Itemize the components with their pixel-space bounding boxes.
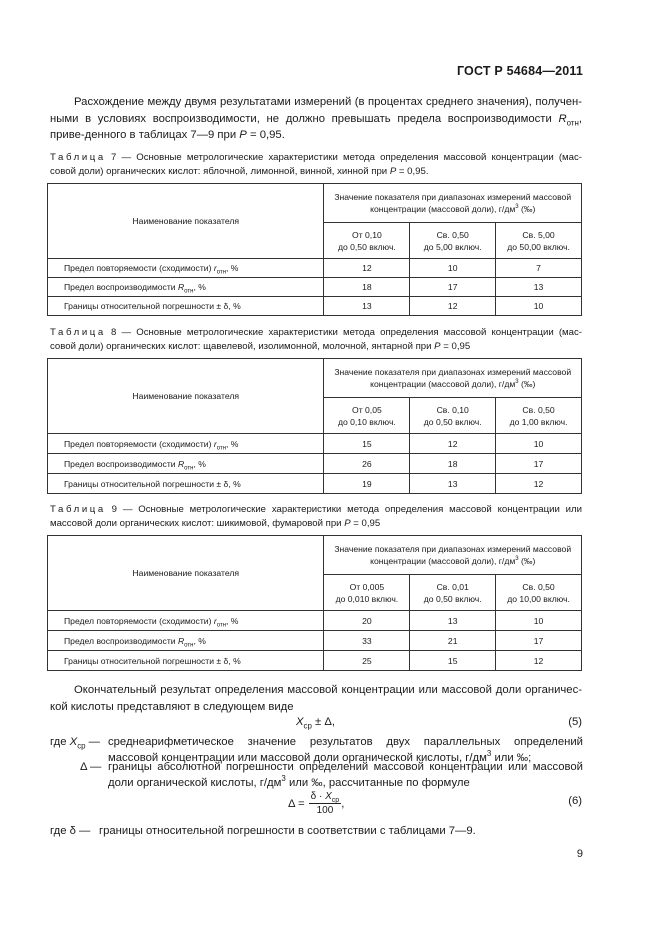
cell-value: 12 [496,651,582,671]
table-row [48,259,582,278]
where-delta-definition: границы абсолютной погрешности определений массовой концентрации или массовой доли органической кислоты, $г/дм^3$ или ‰, рассчитанные по формуле [108,761,583,789]
fraction [309,791,342,816]
cell-value: 18 [324,278,410,297]
table-row [48,651,582,671]
intro-paragraph: Расхождение между двумя результатами измерений (в процентах среднего значения), получен-ными в условиях воспроизводимости, не должно превышать предела воспроизводимости $R_{отн}$, приве-денного в таблицах 7—9 при P = 0,95. [50,96,582,141]
cell-value: 10 [496,434,582,454]
formula-5: $X_{ср} \pm \Delta$, [296,716,336,731]
cell-value: 12 [324,259,410,278]
row-label: Границы относительной погрешности ± δ, % [48,297,324,316]
table-9-caption: Таблица 9 — Основные метрологические характеристики метода определения массовой концентрации или массовой доли органических кислот: шикимовой, фумаровой при P = 0,95 [50,504,583,529]
fraction-numerator: $\delta \cdot X_{ср}$ [310,791,340,804]
cell-value: 19 [324,474,410,494]
cell-value: 12 [496,474,582,494]
cell-value: 15 [410,651,496,671]
cell-value: 13 [410,474,496,494]
formula-5-number: (5) [568,716,582,728]
cell-value: 12 [410,434,496,454]
column-header-name: Наименование показателя [48,536,324,611]
cell-value: 7 [496,259,582,278]
table-8-caption: Таблица 8 — Основные метрологические характеристики метода определения массовой концентрации (мас-совой доли) органических кислот: щавелевой, изолимонной, молочной, янтарной при P = 0,95 [50,327,582,352]
final-paragraph: Окончательный результат определения массовой концентрации или массовой доли органичес-кой кислоты представляют в следующем виде [50,684,582,713]
column-header-name: Наименование показателя [48,359,324,434]
column-header-group: Значение показателя при диапазонах измерений массовой концентрации (массовой доли), $г/дм^3$ (‰) [324,184,582,223]
cell-value: 13 [496,278,582,297]
row-label: Границы относительной погрешности ± δ, % [48,651,324,671]
table-8 [47,358,582,494]
table-row [48,631,582,651]
row-label: Предел воспроизводимости $R_{отн}$, % [48,631,324,651]
cell-value: 17 [410,278,496,297]
table-7-caption: Таблица 7 — Основные метрологические характеристики метода определения массовой концентрации (мас-совой доли) органических кислот: яблочной, лимонной, винной, хинной при P = 0,95. [50,152,582,177]
table-9 [47,535,582,671]
range-header: Св. 0,10 до 0,50 включ. [410,398,496,434]
table-row [48,611,582,631]
table-row [48,454,582,474]
table-row [48,278,582,297]
where-xcp-term: где $X_{ср}$ — [50,736,100,751]
cell-value: 12 [410,297,496,316]
cell-value: 10 [496,297,582,316]
range-header: Св. 0,50 до 10,00 включ. [496,575,582,611]
where-relative-term: где δ — [50,825,91,837]
cell-value: 13 [324,297,410,316]
row-label: Границы относительной погрешности ± δ, % [48,474,324,494]
table-row [48,434,582,454]
formula-6: Δ = $\delta \cdot X_{ср}$ 100 , [288,791,345,816]
table-7 [47,183,582,316]
cell-value: 25 [324,651,410,671]
table-row [48,474,582,494]
range-header: Св. 0,50 до 5,00 включ. [410,223,496,259]
where-delta-term: Δ — [80,761,102,773]
row-label: Предел воспроизводимости $R_{отн}$, % [48,278,324,297]
formula-6-number: (6) [568,795,582,807]
cell-value: 26 [324,454,410,474]
cell-value: 15 [324,434,410,454]
range-header: Св. 0,50 до 1,00 включ. [496,398,582,434]
cell-value: 21 [410,631,496,651]
where-xcp-definition: среднеарифметическое значение результатов двух параллельных определений массовой концентрации или массовой доли органической кислоты, $г/дм^3$ или ‰; [108,736,583,764]
cell-value: 13 [410,611,496,631]
cell-value: 17 [496,454,582,474]
range-header: От 0,10 до 0,50 включ. [324,223,410,259]
range-header: От 0,05 до 0,10 включ. [324,398,410,434]
cell-value: 18 [410,454,496,474]
cell-value: 17 [496,631,582,651]
cell-value: 33 [324,631,410,651]
range-header: Св. 0,01 до 0,50 включ. [410,575,496,611]
column-header-group: Значение показателя при диапазонах измерений массовой концентрации (массовой доли), $г/дм^3$ (‰) [324,536,582,575]
where-relative-definition: границы относительной погрешности в соответствии с таблицами 7—9. [99,825,476,837]
cell-value: 10 [410,259,496,278]
row-label: Предел повторяемости (сходимости) $r_{отн}$, % [48,434,324,454]
range-header: Св. 5,00 до 50,00 включ. [496,223,582,259]
cell-value: 10 [496,611,582,631]
column-header-name: Наименование показателя [48,184,324,259]
cell-value: 20 [324,611,410,631]
column-header-group: Значение показателя при диапазонах измерений массовой концентрации (массовой доли), $г/дм^3$ (‰) [324,359,582,398]
table-row [48,297,582,316]
standard-number: ГОСТ Р 54684—2011 [456,64,583,78]
row-label: Предел воспроизводимости $R_{отн}$, % [48,454,324,474]
page-number: 9 [576,848,583,860]
range-header: От 0,005 до 0,010 включ. [324,575,410,611]
row-label: Предел повторяемости (сходимости) $r_{отн}$, % [48,259,324,278]
row-label: Предел повторяемости (сходимости) $r_{отн}$, % [48,611,324,631]
fraction-denominator: 100 [316,805,334,816]
